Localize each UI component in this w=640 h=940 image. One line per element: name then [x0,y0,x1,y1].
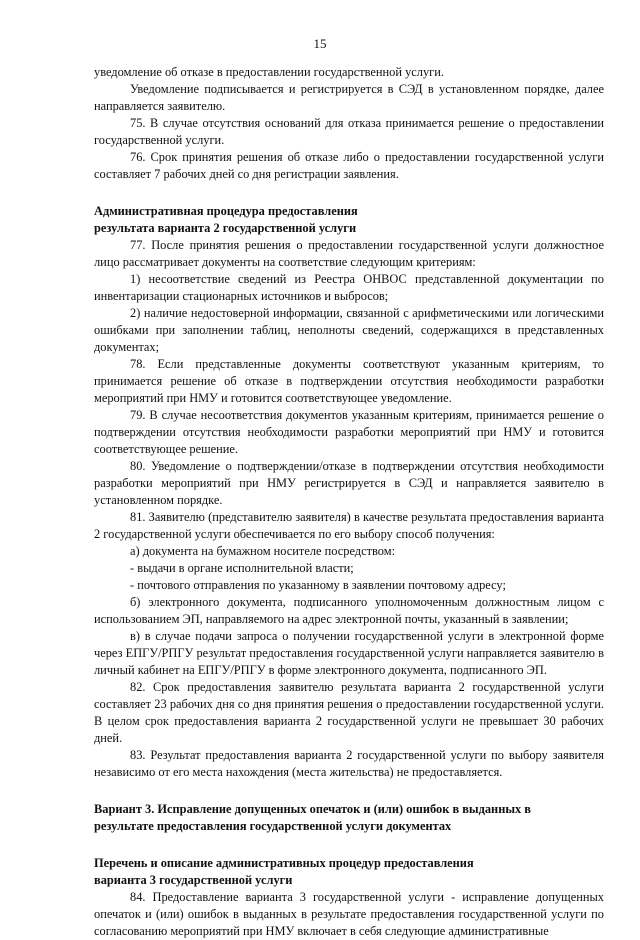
paragraph: 83. Результат предоставления варианта 2 государственной услуги по выбору заявителя независимо от его места нахождения (места жительства) не предоставляется. [94,748,604,779]
paragraph: в) в случае подачи запроса о получении государственной услуги в электронной форме через ЕПГУ/РПГУ результат предоставления государственной услуги направляется заявителю в личный кабинет на ЕПГУ/РПГУ в форме электронного документа, подписанного ЭП. [94,629,604,677]
paragraph: - почтового отправления по указанному в заявлении почтовому адресу; [130,578,506,592]
page-number: 15 [313,36,327,51]
section-heading: результата варианта 2 государственной услуги [94,221,357,235]
paragraph: 82. Срок предоставления заявителю результата варианта 2 государственной услуги составляет 23 рабочих дня со дня принятия решения о предоставлении государственной услуги. В целом срок предоставления варианта 2 государственной услуги не превышает 30 рабочих дней. [94,680,604,745]
paragraph: а) документа на бумажном носителе посредством: [130,544,396,558]
paragraph: 2) наличие недостоверной информации, связанной с арифметическими или логическими ошибками при заполнении таблиц, неполноты сведений, содержащихся в представленных документах; [94,306,604,354]
section-heading: Административная процедура предоставления [94,204,358,218]
paragraph: 79. В случае несоответствия документов указанным критериям, принимается решение о подтверждении отсутствия необходимости разработки мероприятий при НМУ и готовится соответствующее решение. [94,408,604,456]
paragraph: 75. В случае отсутствия оснований для отказа принимается решение о предоставлении государственной услуги. [94,116,604,147]
paragraph: 76. Срок принятия решения об отказе либо о предоставлении государственной услуги составляет 7 рабочих дней со дня регистрации заявления. [94,150,604,181]
section-heading: результате предоставления государственной услуги документах [94,819,452,833]
spacer [94,183,604,203]
section-heading: Перечень и описание административных процедур предоставления [94,856,474,870]
section-heading: варианта 3 государственной услуги [94,873,293,887]
paragraph: 80. Уведомление о подтверждении/отказе в подтверждении отсутствия необходимости разработки мероприятий при НМУ регистрируется в СЭД и направляется заявителю в установленном порядке. [94,459,604,507]
spacer [94,835,604,855]
paragraph: 81. Заявителю (представителю заявителя) в качестве результата предоставления варианта 2 государственной услуги обеспечивается по его выбору способ получения: [94,510,604,541]
document-body [94,64,604,940]
paragraph: 1) несоответствие сведений из Реестра ОНВОС представленной документации по инвентаризации стационарных источников и выбросов; [94,272,604,303]
section-heading: Вариант 3. Исправление допущенных опечаток и (или) ошибок в выданных в [94,802,531,816]
paragraph: уведомление об отказе в предоставлении государственной услуги. [94,65,444,79]
paragraph: Уведомление подписывается и регистрируется в СЭД в установленном порядке, далее направляется заявителю. [94,82,604,113]
paragraph: 77. После принятия решения о предоставлении государственной услуги должностное лицо рассматривает документы на соответствие следующим критериям: [94,238,604,269]
paragraph: - выдачи в органе исполнительной власти; [130,561,354,575]
spacer [94,781,604,801]
paragraph: 84. Предоставление варианта 3 государственной услуги - исправление допущенных опечаток и (или) ошибок в выданных в результате предоставления государственной услуги по согласованию мероприятий при НМУ включает в себя следующие административные [94,890,604,938]
paragraph: 78. Если представленные документы соответствуют указанным критериям, то принимается решение об отказе в подтверждении отсутствия необходимости разработки мероприятий при НМУ и готовится соответствующее уведомление. [94,357,604,405]
paragraph: б) электронного документа, подписанного уполномоченным должностным лицом с использованием ЭП, направляемого на адрес электронной почты, указанный в заявлении; [94,595,604,626]
